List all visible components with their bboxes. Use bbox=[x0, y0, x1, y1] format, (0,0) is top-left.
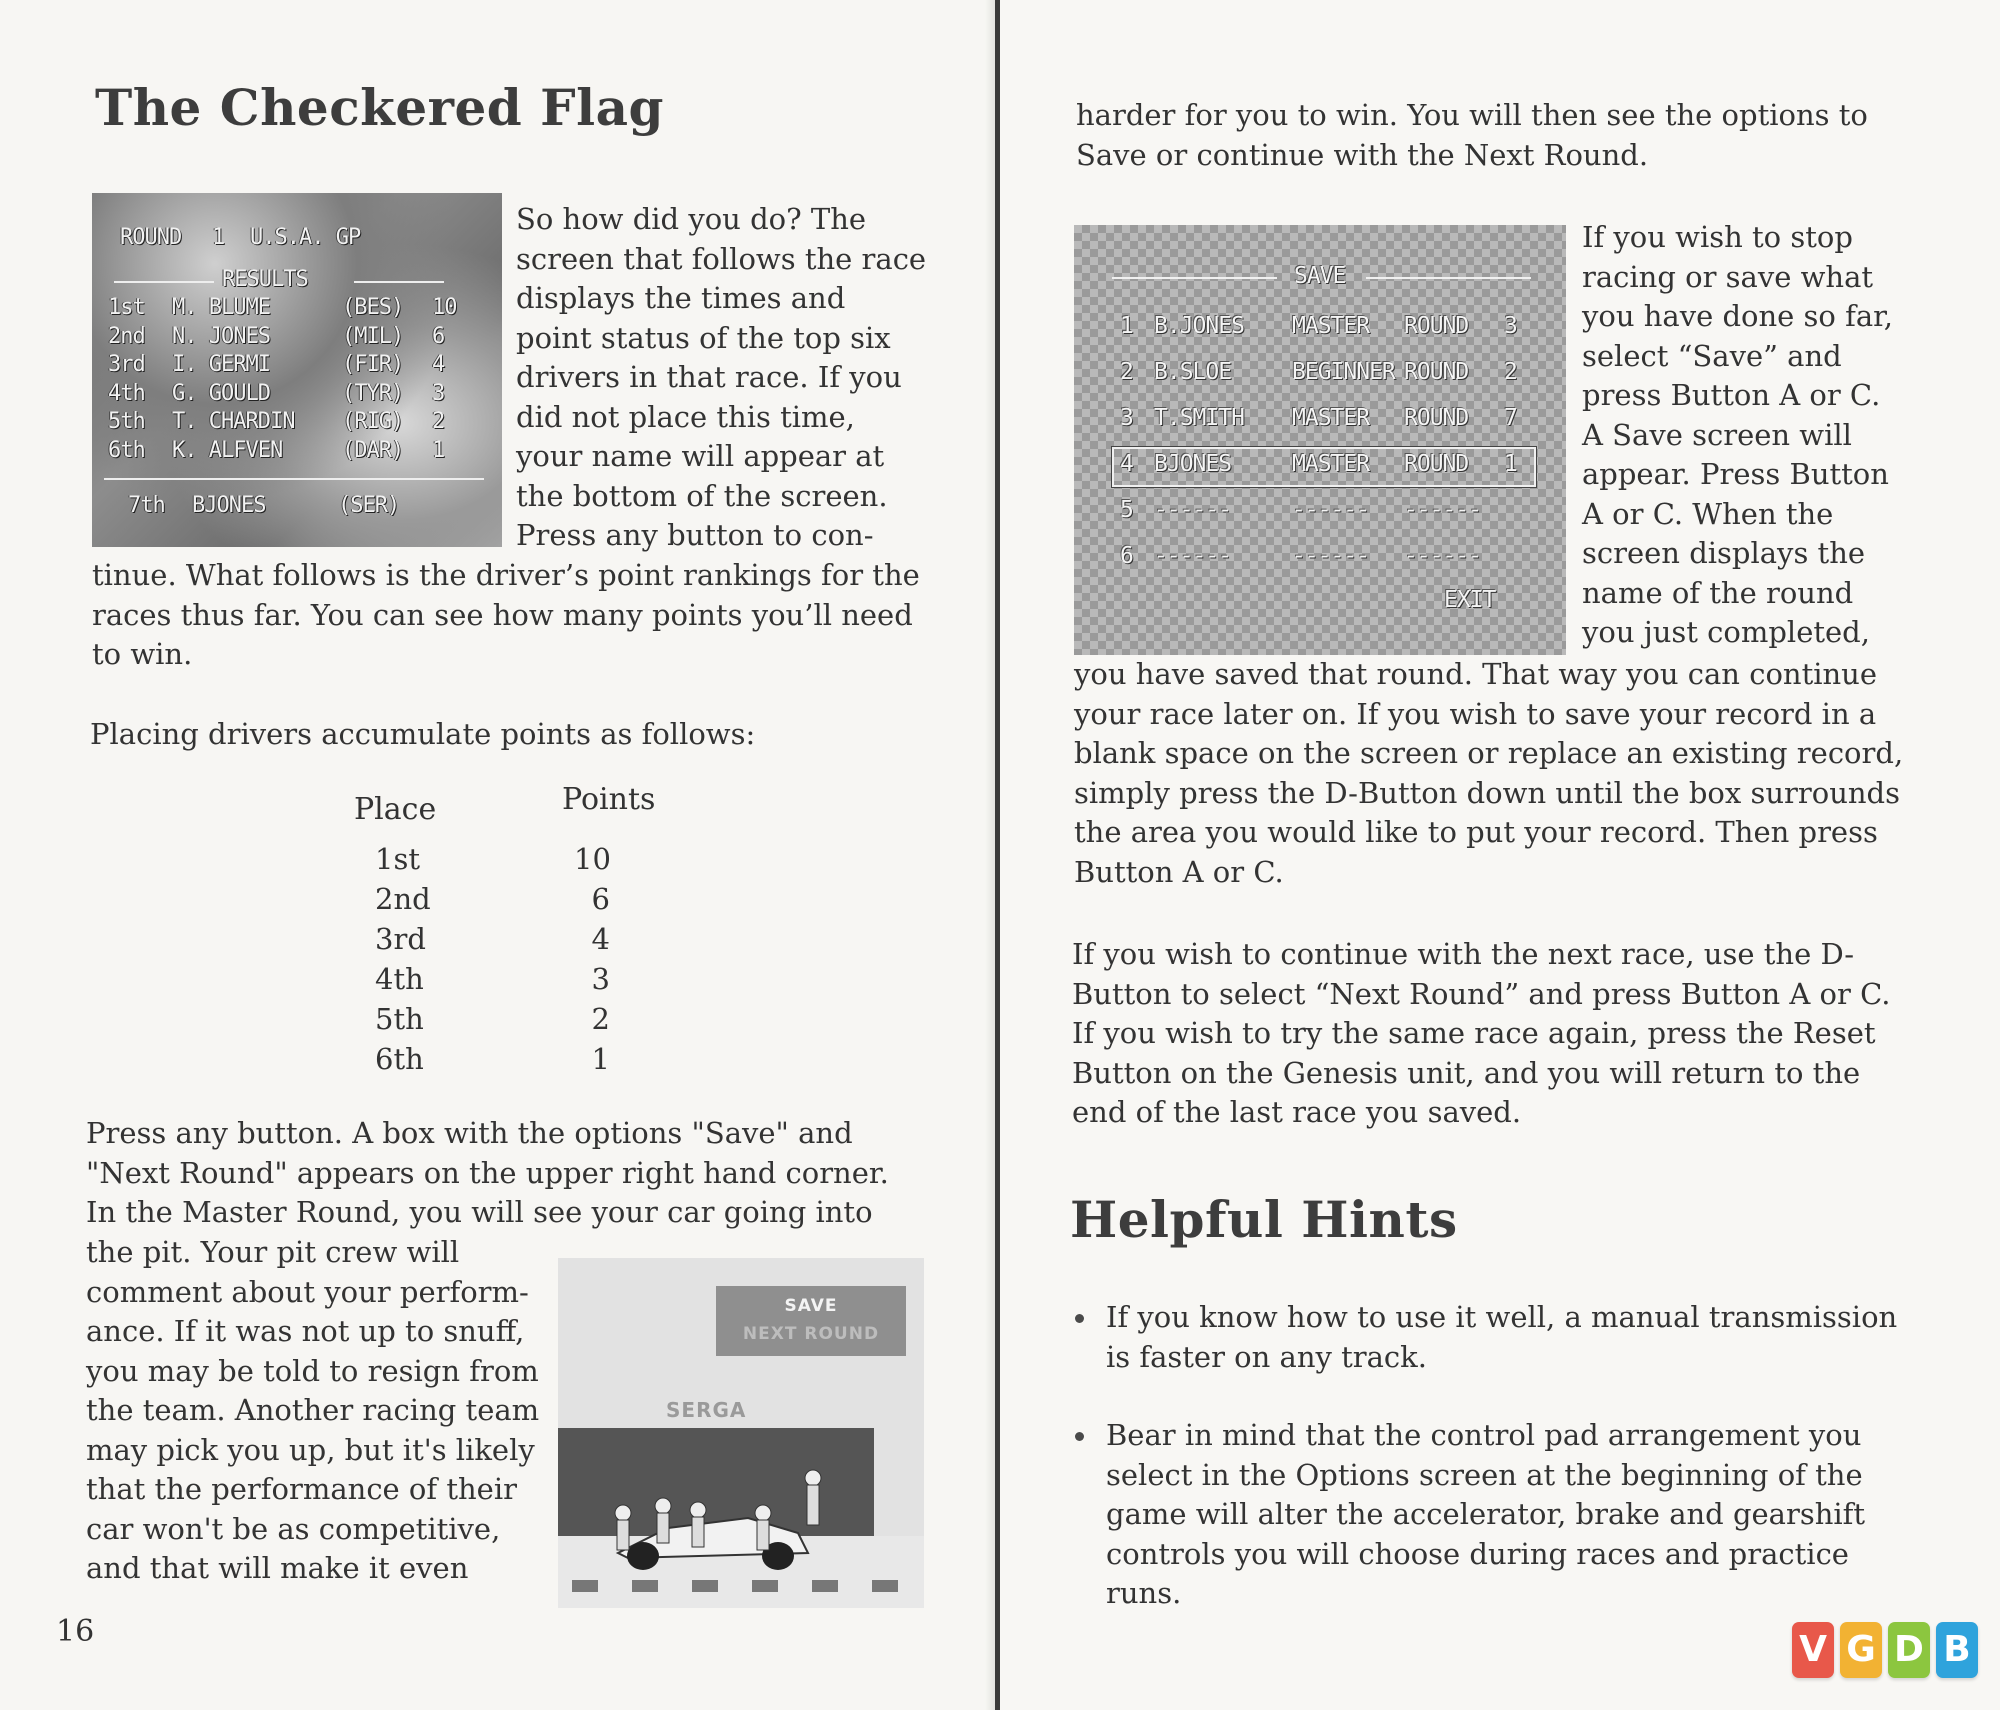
pit-screenshot bbox=[558, 1258, 924, 1608]
book-spine bbox=[995, 0, 1000, 1710]
results-name: G. GOULD bbox=[172, 380, 270, 406]
paragraph-line: Button to select “Next Round” and press Button A or C. bbox=[1072, 976, 1891, 1011]
points-cell: 3 bbox=[591, 962, 610, 996]
paragraph-line: comment about your perform- bbox=[86, 1274, 529, 1309]
results-name: M. BLUME bbox=[172, 295, 270, 320]
hint-bullet bbox=[1075, 1314, 1084, 1323]
helpful-hints-heading: Helpful Hints bbox=[1070, 1190, 1458, 1249]
hint-line: runs. bbox=[1106, 1576, 1182, 1610]
paragraph-line: your race later on. If you wish to save your record in a bbox=[1074, 696, 1877, 731]
results-paragraph-continued bbox=[92, 556, 920, 675]
save-slot-round: 3 bbox=[1504, 313, 1517, 339]
save-slot-round: 7 bbox=[1504, 405, 1517, 431]
results-name: T. CHARDIN bbox=[172, 409, 295, 434]
pit-menu-box bbox=[716, 1286, 906, 1356]
pit-menu-next-round: NEXT ROUND bbox=[742, 1324, 880, 1344]
results-name: K. ALFVEN bbox=[172, 437, 283, 463]
hint-manual-transmission bbox=[1106, 1298, 1897, 1377]
results-team: (DAR) bbox=[342, 437, 404, 463]
paragraph-line: Save or continue with the Next Round. bbox=[1076, 137, 1649, 172]
points-cell: 6 bbox=[591, 882, 610, 916]
results-points: 4 bbox=[432, 352, 445, 377]
results-grand-prix: U.S.A. GP bbox=[250, 225, 361, 250]
results-place: 6th bbox=[108, 437, 145, 463]
save-slot-label: ROUND bbox=[1404, 451, 1469, 477]
paragraph-line: If you wish to continue with the next race, use the D- bbox=[1072, 937, 1855, 971]
pit-brand-sign: SERGA bbox=[666, 1398, 747, 1422]
paragraph-line: Button A or C. bbox=[1074, 854, 1284, 889]
results-place: 1st bbox=[108, 295, 145, 320]
vgdb-tile-g: G bbox=[1840, 1622, 1882, 1678]
save-slot-mode: ------ bbox=[1292, 543, 1370, 569]
pit-menu-save: SAVE bbox=[784, 1296, 838, 1316]
paragraph-line: If you wish to stop bbox=[1582, 220, 1853, 254]
hint-line: Bear in mind that the control pad arrangement you bbox=[1106, 1418, 1862, 1452]
paragraph-line: If you wish to try the same race again, press the Reset bbox=[1072, 1016, 1876, 1050]
pit-stripe bbox=[812, 1580, 838, 1592]
paragraph-line: tinue. What follows is the driver’s point rankings for the bbox=[92, 558, 920, 592]
paragraph-line: screen displays the bbox=[1582, 536, 1866, 570]
vgdb-tile-d: D bbox=[1888, 1622, 1930, 1678]
results-name: I. GERMI bbox=[172, 352, 270, 377]
paragraph-line: you have done so far, bbox=[1582, 299, 1894, 333]
vgdb-tile-b: B bbox=[1936, 1622, 1978, 1678]
paragraph-line: point status of the top six bbox=[516, 320, 891, 355]
save-slot-round: 1 bbox=[1504, 451, 1517, 477]
player-team: (SER) bbox=[338, 493, 400, 518]
paragraph-line: racing or save what bbox=[1582, 259, 1874, 294]
hint-bullet bbox=[1075, 1432, 1084, 1441]
results-team: (FIR) bbox=[342, 352, 404, 377]
results-points: 1 bbox=[432, 437, 445, 463]
paragraph-line: the pit. Your pit crew will bbox=[86, 1235, 460, 1269]
results-team: (MIL) bbox=[342, 323, 404, 349]
paragraph-line: blank space on the screen or replace an existing record, bbox=[1074, 736, 1904, 770]
results-points: 6 bbox=[432, 323, 445, 349]
next-round-paragraph bbox=[1072, 935, 1890, 1133]
paragraph-line: the bottom of the screen. bbox=[516, 478, 888, 513]
paragraph-line: you have saved that round. That way you can continue bbox=[1074, 657, 1878, 691]
points-column-header: Points bbox=[562, 782, 656, 817]
save-slot-label: ------ bbox=[1404, 543, 1482, 569]
save-slot-mode: ------ bbox=[1292, 497, 1370, 523]
vgdb-watermark-logo bbox=[1792, 1622, 1984, 1682]
player-place: 7th bbox=[128, 493, 165, 518]
paragraph-line: and that will make it even bbox=[86, 1551, 469, 1585]
paragraph-line: A or C. When the bbox=[1582, 496, 1834, 531]
results-place: 4th bbox=[108, 380, 145, 406]
save-slot-num: 6 bbox=[1120, 543, 1133, 569]
paragraph-line: name of the round bbox=[1582, 575, 1854, 610]
paragraph-line: "Next Round" appears on the upper right hand corner. bbox=[86, 1155, 889, 1190]
continuation-paragraph bbox=[1076, 96, 1868, 175]
save-slot-num: 1 bbox=[1120, 313, 1133, 339]
place-cell: 5th bbox=[375, 1002, 424, 1036]
results-team: (TYR) bbox=[342, 380, 404, 406]
paragraph-line: ance. If it was not up to snuff, bbox=[86, 1314, 525, 1348]
hint-line: is faster on any track. bbox=[1106, 1339, 1427, 1374]
save-rule-left bbox=[1112, 277, 1277, 279]
save-slot-name: ------ bbox=[1154, 497, 1232, 523]
spine-shadow bbox=[985, 0, 995, 1710]
place-cell: 2nd bbox=[375, 882, 431, 916]
paragraph-line: the area you would like to put your record. Then press bbox=[1074, 815, 1878, 849]
paragraph-line: races thus far. You can see how many points you’ll need bbox=[92, 597, 913, 632]
save-paragraph-continued bbox=[1074, 655, 1903, 892]
save-slot-num: 5 bbox=[1120, 497, 1133, 523]
place-cell: 4th bbox=[375, 962, 424, 996]
placing-intro: Placing drivers accumulate points as follows: bbox=[90, 717, 756, 751]
place-column-header: Place bbox=[354, 792, 437, 827]
paragraph-line: that the performance of their bbox=[86, 1472, 517, 1506]
hint-line: game will alter the accelerator, brake and gearshift bbox=[1106, 1497, 1866, 1531]
results-points: 2 bbox=[432, 409, 445, 434]
hint-line: If you know how to use it well, a manual transmission bbox=[1106, 1300, 1898, 1334]
points-cell: 2 bbox=[591, 1002, 610, 1036]
save-exit: EXIT bbox=[1444, 587, 1496, 613]
paragraph-line: A Save screen will bbox=[1582, 417, 1852, 452]
hint-control-pad bbox=[1106, 1416, 1865, 1614]
hint-line: select in the Options screen at the beginning of the bbox=[1106, 1457, 1863, 1492]
pit-car-and-crew bbox=[598, 1458, 828, 1578]
paragraph-line: you just completed, bbox=[1582, 615, 1870, 649]
results-title: RESULTS bbox=[222, 267, 308, 292]
save-screenshot bbox=[1074, 225, 1566, 655]
points-cell: 10 bbox=[574, 842, 611, 876]
hint-line: controls you will choose during races and practice bbox=[1106, 1536, 1849, 1571]
player-name: BJONES bbox=[192, 493, 266, 518]
results-screenshot bbox=[92, 193, 502, 547]
save-slot-num: 3 bbox=[1120, 405, 1133, 431]
results-rule-bottom bbox=[104, 478, 484, 480]
results-round-label: ROUND bbox=[120, 225, 182, 250]
paragraph-line: screen that follows the race bbox=[516, 241, 927, 276]
checkered-flag-heading: The Checkered Flag bbox=[95, 78, 665, 137]
results-team: (BES) bbox=[342, 295, 404, 320]
pit-stripe bbox=[872, 1580, 898, 1592]
paragraph-line: did not place this time, bbox=[516, 399, 855, 434]
save-slot-label: ROUND bbox=[1404, 359, 1469, 385]
save-slot-label: ------ bbox=[1404, 497, 1482, 523]
place-cell: 6th bbox=[375, 1042, 424, 1076]
paragraph-line: may pick you up, but it's likely bbox=[86, 1432, 535, 1467]
save-slot-name: T.SMITH bbox=[1154, 405, 1244, 431]
pit-stripe bbox=[692, 1580, 718, 1592]
save-slot-label: ROUND bbox=[1404, 405, 1469, 431]
save-slot-num: 2 bbox=[1120, 359, 1133, 385]
results-place: 2nd bbox=[108, 323, 145, 349]
results-name: N. JONES bbox=[172, 323, 270, 349]
place-cell: 3rd bbox=[375, 922, 426, 956]
results-rule-left bbox=[114, 281, 214, 283]
save-options-paragraph bbox=[86, 1114, 889, 1233]
save-slot-round: 2 bbox=[1504, 359, 1517, 385]
paragraph-line: appear. Press Button bbox=[1582, 457, 1889, 491]
save-slot-mode: MASTER bbox=[1292, 451, 1370, 477]
save-slot-mode: BEGINNER bbox=[1292, 359, 1395, 385]
save-slot-label: ROUND bbox=[1404, 313, 1469, 339]
paragraph-line: drivers in that race. If you bbox=[516, 360, 902, 394]
pit-paragraph bbox=[86, 1233, 539, 1589]
paragraph-line: end of the last race you saved. bbox=[1072, 1095, 1522, 1129]
save-title: SAVE bbox=[1294, 263, 1346, 289]
paragraph-line: So how did you do? The bbox=[516, 202, 867, 236]
pit-stripe bbox=[572, 1580, 598, 1592]
points-cell: 1 bbox=[591, 1042, 610, 1076]
save-slot-num: 4 bbox=[1120, 451, 1133, 477]
paragraph-line: displays the times and bbox=[516, 281, 846, 315]
page-number: 16 bbox=[56, 1614, 95, 1649]
results-place: 3rd bbox=[108, 352, 145, 377]
pit-stripe bbox=[632, 1580, 658, 1592]
paragraph-line: car won't be as competitive, bbox=[86, 1511, 501, 1546]
points-cell: 4 bbox=[591, 922, 610, 956]
save-slot-name: ------ bbox=[1154, 543, 1232, 569]
pit-stripe bbox=[752, 1580, 778, 1592]
place-cell: 1st bbox=[375, 842, 420, 876]
paragraph-line: Button on the Genesis unit, and you will return to the bbox=[1072, 1055, 1861, 1090]
paragraph-line: harder for you to win. You will then see the options to bbox=[1076, 98, 1868, 132]
save-slot-mode: MASTER bbox=[1292, 405, 1370, 431]
results-points: 3 bbox=[432, 380, 445, 406]
save-rule-right bbox=[1366, 277, 1531, 279]
paragraph-line: to win. bbox=[92, 637, 193, 671]
results-paragraph bbox=[516, 200, 926, 556]
save-slot-name: B.JONES bbox=[1154, 313, 1244, 339]
vgdb-tile-v: V bbox=[1792, 1622, 1834, 1678]
save-slot-mode: MASTER bbox=[1292, 313, 1370, 339]
paragraph-line: your name will appear at bbox=[516, 439, 885, 473]
save-slot-name: B.SLOE bbox=[1154, 359, 1232, 385]
paragraph-line: Press any button to con- bbox=[516, 518, 874, 552]
paragraph-line: In the Master Round, you will see your car going into bbox=[86, 1195, 873, 1229]
results-points: 10 bbox=[432, 295, 457, 320]
results-team: (RIG) bbox=[342, 409, 404, 434]
paragraph-line: you may be told to resign from bbox=[86, 1353, 539, 1388]
save-slot-name: BJONES bbox=[1154, 451, 1232, 477]
paragraph-line: simply press the D-Button down until the box surrounds bbox=[1074, 775, 1900, 810]
save-paragraph bbox=[1582, 218, 1893, 653]
paragraph-line: press Button A or C. bbox=[1582, 378, 1881, 412]
results-rule-right bbox=[354, 281, 444, 283]
results-round-number: 1 bbox=[212, 225, 225, 250]
paragraph-line: the team. Another racing team bbox=[86, 1393, 540, 1427]
paragraph-line: select “Save” and bbox=[1582, 338, 1842, 373]
paragraph-line: Press any button. A box with the options "Save" and bbox=[86, 1116, 853, 1150]
results-place: 5th bbox=[108, 409, 145, 434]
